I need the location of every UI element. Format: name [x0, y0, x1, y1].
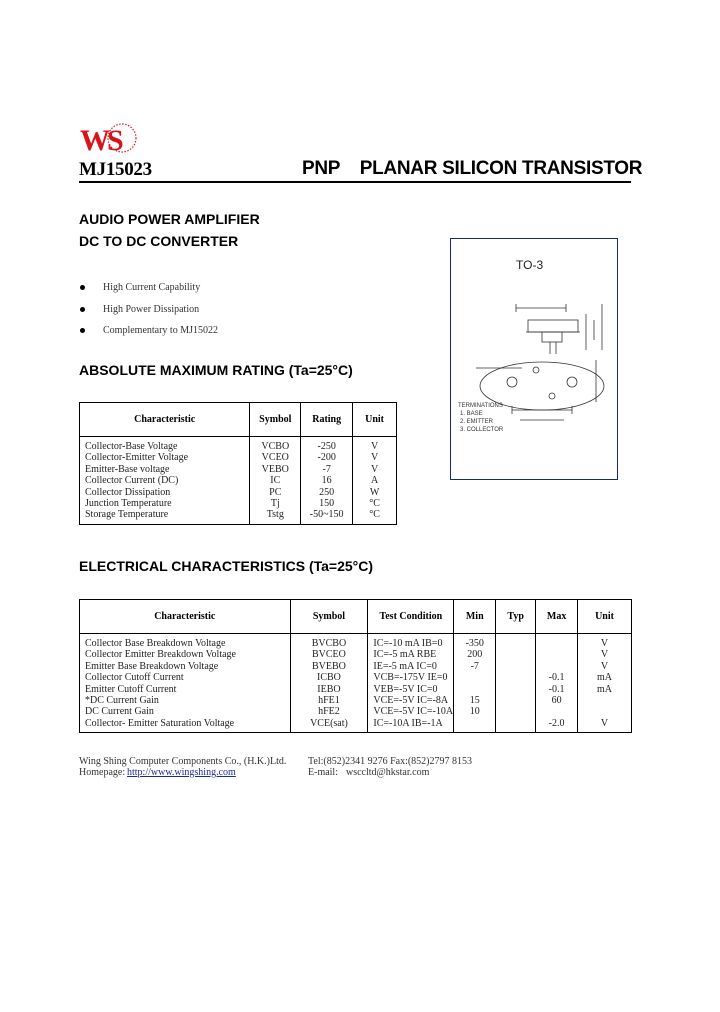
table-row: Collector Dissipation PC 250 W — [80, 487, 397, 498]
column-header: Unit — [353, 403, 397, 437]
table-row: Collector Emitter Breakdown Voltage BVCEO IC=-5 mA RBE 200 V — [80, 649, 632, 660]
electrical-characteristics-table — [79, 599, 632, 733]
table-row: Emitter Base Breakdown Voltage BVEBO IE=-5 mA IC=0 -7 V — [80, 661, 632, 672]
table-row: Junction Temperature Tj 150 °C — [80, 498, 397, 509]
table-row: *DC Current Gain hFE1 VCE=-5V IC=-8A 15 60 — [80, 695, 632, 706]
application-2: DC TO DC CONVERTER — [79, 233, 239, 249]
part-number: MJ15023 — [79, 159, 152, 180]
feature-item: High Power Dissipation — [80, 304, 199, 315]
page-title — [302, 158, 642, 180]
header-divider — [79, 181, 631, 183]
footer-tel-fax: Tel:(852)2341 9276 Fax:(852)2797 8153 — [308, 756, 473, 767]
footer-email-label: E-mail: — [308, 767, 338, 778]
column-header: Symbol — [250, 403, 301, 437]
table-row: Storage Temperature Tstg -50~150 °C — [80, 509, 397, 524]
footer-homepage-label: Homepage: — [79, 767, 126, 778]
bullet-icon — [80, 328, 85, 333]
column-header: Characteristic — [80, 600, 291, 634]
homepage-link[interactable]: http://www.wingshing.com — [127, 767, 236, 778]
bullet-icon — [80, 285, 85, 290]
bullet-icon — [80, 307, 85, 312]
table-row: Collector Cutoff Current ICBO VCB=-175V IE=0 -0.1 mA — [80, 672, 632, 683]
terminations-title: TERMINATIONS — [458, 403, 503, 409]
table-header-row — [80, 600, 632, 634]
package-drawing — [456, 290, 612, 460]
logo-text: WS — [80, 124, 121, 157]
column-header: Characteristic — [80, 403, 250, 437]
feature-item: Complementary to MJ15022 — [80, 325, 218, 336]
table-row: Collector-Base Voltage VCBO -250 V — [80, 437, 397, 453]
table-row: Collector-Emitter Voltage VCEO -200 V — [80, 452, 397, 463]
table-row: Collector Base Breakdown Voltage BVCBO IC=-10 mA IB=0 -350 V — [80, 634, 632, 650]
table-row: Collector- Emitter Saturation Voltage VCE(sat) IC=-10A IB=-1A -2.0 V — [80, 718, 632, 733]
table-row: DC Current Gain hFE2 VCE=-5V IC=-10A 10 — [80, 706, 632, 717]
table-header-row — [80, 403, 397, 437]
device-type: PLANAR SILICON TRANSISTOR — [359, 158, 643, 179]
column-header: Rating — [301, 403, 353, 437]
section-title-absolute-max: ABSOLUTE MAXIMUM RATING (Ta=25°C) — [79, 362, 353, 378]
feature-item: High Current Capability — [80, 282, 200, 293]
column-header: Unit — [578, 600, 632, 634]
column-header: Max — [536, 600, 578, 634]
absolute-max-table — [79, 402, 397, 525]
termination-item: 3. COLLECTOR — [460, 427, 504, 433]
column-header: Test Condition — [368, 600, 454, 634]
footer-company: Wing Shing Computer Components Co., (H.K.)Ltd. — [79, 756, 287, 767]
table-row: Collector Current (DC) IC 16 A — [80, 475, 397, 486]
termination-item: 1. BASE — [460, 411, 483, 417]
package-name: TO-3 — [516, 258, 544, 272]
email-link[interactable]: wsccltd@hkstar.com — [346, 767, 430, 778]
column-header: Typ — [496, 600, 536, 634]
application-1: AUDIO POWER AMPLIFIER — [79, 211, 260, 227]
column-header: Min — [454, 600, 496, 634]
section-title-electrical: ELECTRICAL CHARACTERISTICS (Ta=25°C) — [79, 558, 374, 574]
termination-item: 2. EMITTER — [460, 419, 494, 425]
column-header: Symbol — [290, 600, 368, 634]
table-row: Emitter-Base voltage VEBO -7 V — [80, 464, 397, 475]
polarity: PNP — [302, 158, 340, 179]
table-row: Emitter Cutoff Current IEBO VEB=-5V IC=0 -0.1 mA — [80, 684, 632, 695]
